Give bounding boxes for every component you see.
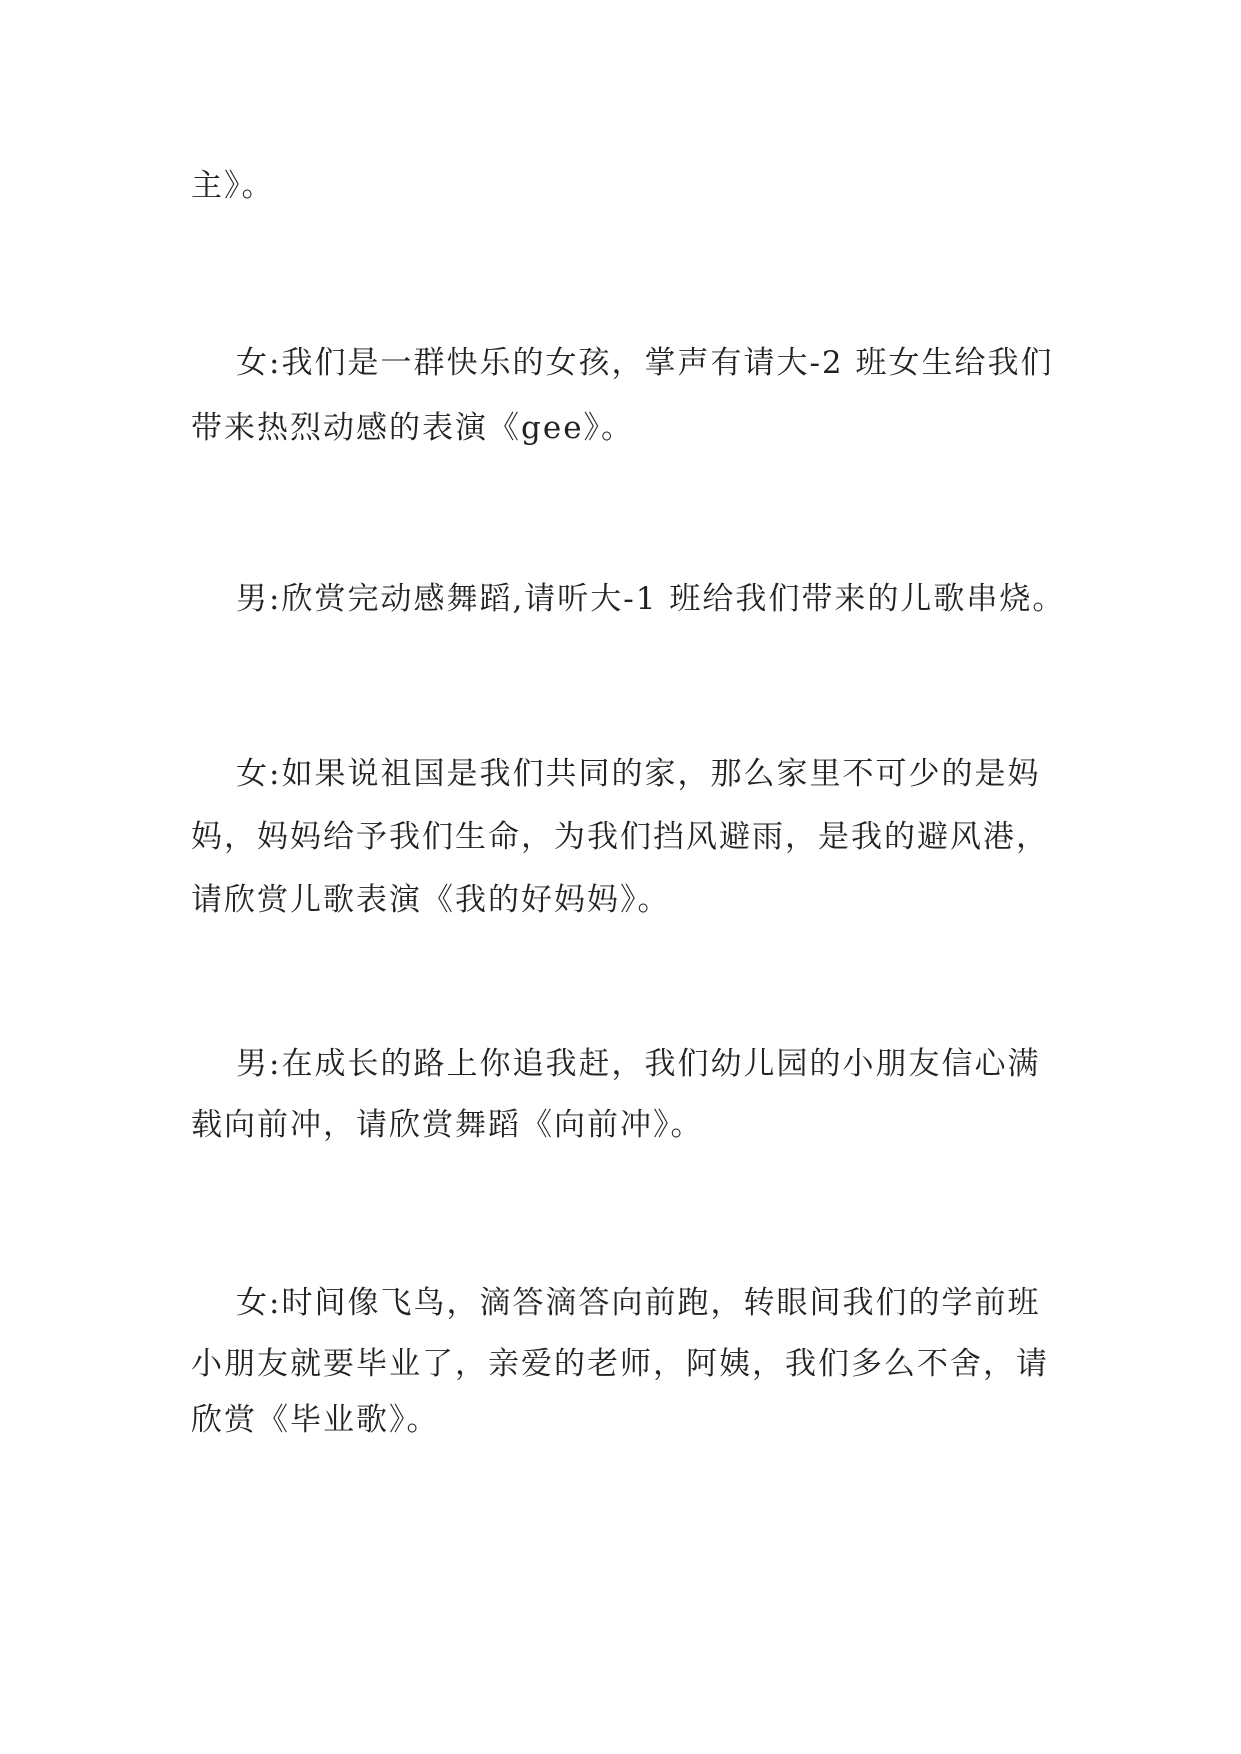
text-line: 小朋友就要毕业了，亲爱的老师，阿姨，我们多么不舍，请 [191, 1346, 1049, 1382]
text-line: 主》。 [191, 168, 275, 204]
text-line: 欣赏《毕业歌》。 [191, 1402, 440, 1438]
text-line: 载向前冲，请欣赏舞蹈《向前冲》。 [191, 1107, 704, 1143]
text-line: 妈，妈妈给予我们生命，为我们挡风避雨，是我的避风港， [191, 819, 1049, 855]
text-line: 女:我们是一群快乐的女孩，掌声有请大-2 班女生给我们 [236, 345, 1054, 381]
text-line: 女:如果说祖国是我们共同的家，那么家里不可少的是妈 [236, 756, 1041, 792]
text-line: 男:在成长的路上你追我赶，我们幼儿园的小朋友信心满 [236, 1046, 1041, 1082]
text-line: 带来热烈动感的表演《gee》。 [191, 410, 635, 446]
text-line: 男:欣赏完动感舞蹈,请听大-1 班给我们带来的儿歌串烧。 [236, 581, 1066, 617]
text-line: 女:时间像飞鸟，滴答滴答向前跑，转眼间我们的学前班 [236, 1285, 1041, 1321]
text-line: 请欣赏儿歌表演《我的好妈妈》。 [191, 882, 671, 918]
